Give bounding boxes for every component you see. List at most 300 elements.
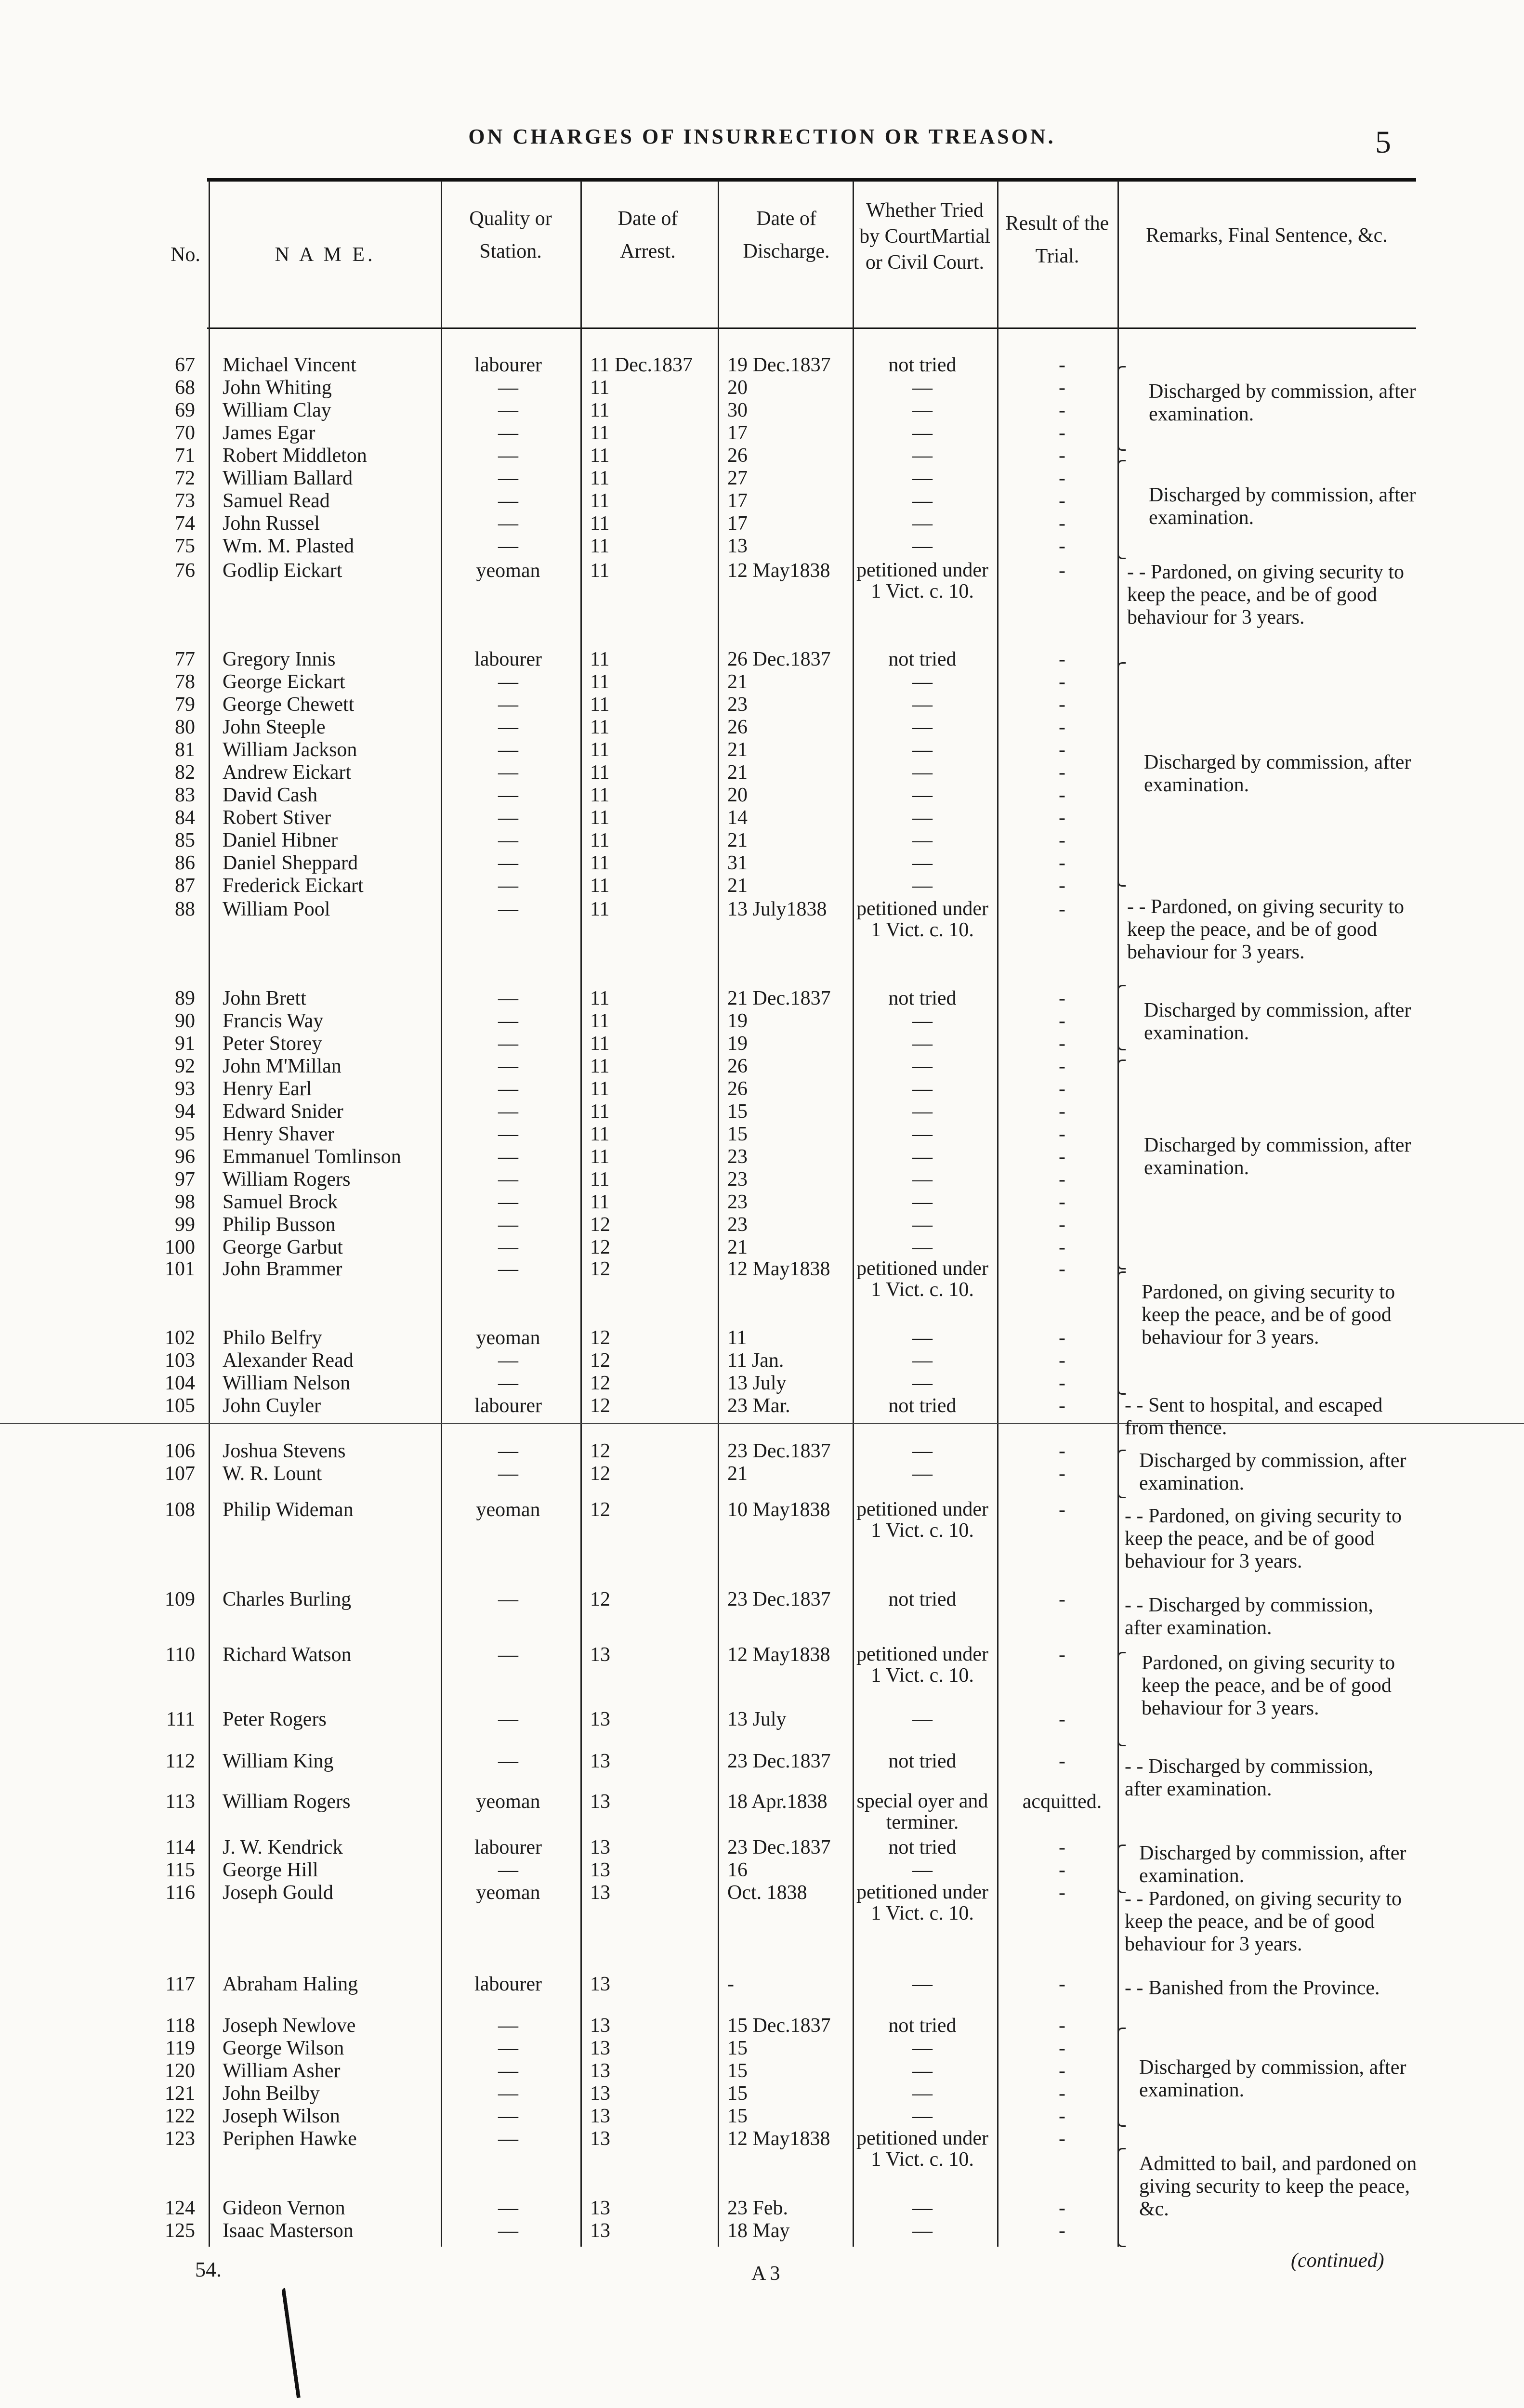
row-arrest: 11 [590, 648, 610, 670]
row-tried: — [912, 377, 933, 399]
header-result: Result of the Trial. [1005, 212, 1109, 267]
row-no: 87 [175, 875, 195, 897]
row-tried: not tried [888, 1750, 957, 1772]
row-no: 84 [175, 807, 195, 829]
row-result: - [1059, 875, 1065, 897]
footer-left: 54. [195, 2258, 222, 2281]
row-quality: — [498, 761, 518, 784]
row-quality: labourer [474, 1973, 542, 1995]
row-name: David Cash [223, 784, 318, 806]
row-result: - [1059, 807, 1065, 829]
row-arrest: 11 [590, 807, 610, 829]
row-tried: — [912, 1349, 933, 1372]
row-tried: — [912, 1859, 933, 1881]
row-quality: — [498, 671, 518, 693]
row-name: Andrew Eickart [223, 761, 352, 784]
row-quality: — [498, 2037, 518, 2059]
row-name: Daniel Sheppard [223, 852, 358, 874]
row-result: - [1059, 852, 1065, 874]
row-no: 100 [165, 1236, 195, 1258]
row-result: - [1059, 1463, 1065, 1485]
row-result: - [1059, 512, 1065, 535]
row-quality: — [498, 399, 518, 421]
row-discharge: 31 [727, 852, 748, 874]
row-name: W. R. Lount [223, 1463, 322, 1485]
row-discharge: 23 [727, 694, 748, 716]
row-name: William Clay [223, 399, 331, 421]
remark: Discharged by commission, after examination. [1139, 1842, 1406, 1887]
row-quality: — [498, 1123, 518, 1145]
row-result: - [1059, 1644, 1065, 1666]
row-result: - [1059, 1836, 1065, 1858]
remark: Admitted to bail, and pardoned on giving security to keep the peace, &c. [1139, 2153, 1417, 2220]
row-discharge: 23 Dec.1837 [727, 1836, 831, 1858]
row-discharge: 26 Dec.1837 [727, 648, 831, 670]
row-discharge: 12 May1838 [727, 560, 830, 582]
row-quality: — [498, 2082, 518, 2105]
row-no: 77 [175, 648, 195, 670]
row-result: acquitted. [1022, 1791, 1102, 1813]
row-discharge: 15 [727, 2082, 748, 2105]
column-divider [580, 181, 582, 2247]
row-no: 125 [165, 2220, 195, 2242]
remark: - - Pardoned, on giving security to keep the peace, and be of good behaviour for 3 years. [1127, 896, 1405, 963]
row-quality: labourer [474, 354, 542, 376]
row-no: 76 [175, 560, 195, 582]
row-result: - [1059, 1100, 1065, 1123]
row-quality: labourer [474, 648, 542, 670]
row-no: 116 [165, 1882, 195, 1904]
row-name: John M'Millan [223, 1055, 342, 1077]
row-quality: — [498, 1258, 518, 1280]
row-quality: — [498, 852, 518, 874]
row-arrest: 13 [590, 1973, 610, 1995]
row-discharge: 13 July1838 [727, 898, 827, 920]
row-tried: petitioned under 1 Vict. c. 10. [856, 1498, 989, 1542]
row-name: Joseph Wilson [223, 2105, 340, 2127]
row-arrest: 11 [590, 1010, 610, 1032]
row-discharge: 16 [727, 1859, 748, 1881]
row-discharge: 20 [727, 784, 748, 806]
row-tried: — [912, 2220, 933, 2242]
row-no: 79 [175, 694, 195, 716]
row-quality: — [498, 898, 518, 920]
row-result: - [1059, 2128, 1065, 2150]
row-quality: yeoman [476, 1327, 540, 1349]
header-arrest: Date of Arrest. [617, 208, 678, 262]
row-name: William Ballard [223, 467, 353, 489]
row-quality: — [498, 445, 518, 467]
row-discharge: 23 [727, 1191, 748, 1213]
row-arrest: 11 [590, 987, 610, 1009]
row-discharge: 19 [727, 1033, 748, 1055]
row-tried: — [912, 1191, 933, 1213]
row-discharge: 11 [727, 1327, 747, 1349]
row-tried: — [912, 784, 933, 806]
row-quality: — [498, 2220, 518, 2242]
row-arrest: 11 [590, 1168, 610, 1191]
row-arrest: 11 [590, 1100, 610, 1123]
row-result: - [1059, 671, 1065, 693]
row-name: William Asher [223, 2060, 341, 2082]
row-quality: — [498, 987, 518, 1009]
row-no: 115 [165, 1859, 195, 1881]
row-arrest: 11 [590, 761, 610, 784]
row-result: - [1059, 399, 1065, 421]
row-no: 118 [165, 2015, 195, 2037]
remark: - - Sent to hospital, and escaped from thence. [1125, 1394, 1383, 1439]
row-discharge: 13 July [727, 1372, 787, 1394]
remark: - - Discharged by commission, after examination. [1125, 1594, 1373, 1639]
row-discharge: Oct. 1838 [727, 1882, 807, 1904]
brace [1117, 662, 1126, 887]
row-no: 72 [175, 467, 195, 489]
row-arrest: 11 [590, 377, 610, 399]
row-no: 124 [165, 2197, 195, 2219]
remark: Discharged by commission, after examination. [1144, 999, 1411, 1044]
row-arrest: 13 [590, 1859, 610, 1881]
row-result: - [1059, 1236, 1065, 1258]
row-no: 120 [165, 2060, 195, 2082]
row-name: William King [223, 1750, 334, 1772]
row-arrest: 11 [590, 875, 610, 897]
row-quality: — [498, 1055, 518, 1077]
row-arrest: 11 [590, 399, 610, 421]
row-arrest: 11 [590, 490, 610, 512]
row-discharge: 23 [727, 1214, 748, 1236]
row-no: 93 [175, 1078, 195, 1100]
row-quality: yeoman [476, 1791, 540, 1813]
row-quality: — [498, 1146, 518, 1168]
row-result: - [1059, 1499, 1065, 1521]
row-result: - [1059, 1055, 1065, 1077]
row-name: George Garbut [223, 1236, 343, 1258]
row-arrest: 11 [590, 716, 610, 738]
row-result: - [1059, 1882, 1065, 1904]
row-name: J. W. Kendrick [223, 1836, 343, 1858]
row-no: 106 [165, 1440, 195, 1462]
brace [1117, 366, 1126, 451]
row-no: 105 [165, 1395, 195, 1417]
row-arrest: 12 [590, 1372, 610, 1394]
row-tried: — [912, 1078, 933, 1100]
row-no: 86 [175, 852, 195, 874]
row-discharge: 12 May1838 [727, 2128, 830, 2150]
row-name: Philo Belfry [223, 1327, 322, 1349]
row-result: - [1059, 2105, 1065, 2127]
row-arrest: 11 [590, 1146, 610, 1168]
row-arrest: 11 [590, 829, 610, 851]
row-name: Charles Burling [223, 1588, 352, 1610]
row-name: John Whiting [223, 377, 332, 399]
row-name: Joshua Stevens [223, 1440, 346, 1462]
row-quality: — [498, 1100, 518, 1123]
remark: Pardoned, on giving security to keep the peace, and be of good behaviour for 3 years. [1142, 1652, 1395, 1719]
top-rule [207, 178, 1416, 182]
row-tried: not tried [888, 1588, 957, 1610]
row-arrest: 12 [590, 1499, 610, 1521]
row-quality: — [498, 716, 518, 738]
signature-mark: A 3 [751, 2263, 780, 2285]
row-quality: — [498, 535, 518, 557]
row-tried: — [912, 2037, 933, 2059]
row-result: - [1059, 1750, 1065, 1772]
row-tried: — [912, 422, 933, 444]
row-name: Wm. M. Plasted [223, 535, 354, 557]
row-quality: — [498, 512, 518, 535]
row-tried: petitioned under 1 Vict. c. 10. [856, 2127, 989, 2171]
row-discharge: 21 [727, 1236, 748, 1258]
row-no: 102 [165, 1327, 195, 1349]
row-result: - [1059, 829, 1065, 851]
row-arrest: 11 [590, 467, 610, 489]
row-no: 113 [165, 1791, 195, 1813]
row-result: - [1059, 2015, 1065, 2037]
row-no: 89 [175, 987, 195, 1009]
row-quality: — [498, 875, 518, 897]
row-result: - [1059, 739, 1065, 761]
row-arrest: 11 [590, 560, 610, 582]
row-no: 123 [165, 2128, 195, 2150]
row-no: 121 [165, 2082, 195, 2105]
row-tried: — [912, 807, 933, 829]
row-no: 97 [175, 1168, 195, 1191]
row-tried: — [912, 2105, 933, 2127]
row-discharge: 11 Jan. [727, 1349, 784, 1372]
row-name: Richard Watson [223, 1644, 352, 1666]
row-result: - [1059, 987, 1065, 1009]
brace [1117, 1450, 1126, 1498]
row-quality: — [498, 1191, 518, 1213]
row-name: John Brammer [223, 1258, 342, 1280]
row-tried: — [912, 2082, 933, 2105]
column-divider [718, 181, 719, 2247]
row-arrest: 13 [590, 2015, 610, 2037]
row-arrest: 11 [590, 671, 610, 693]
row-result: - [1059, 445, 1065, 467]
row-name: Samuel Brock [223, 1191, 338, 1213]
row-arrest: 13 [590, 1836, 610, 1858]
row-result: - [1059, 560, 1065, 582]
row-discharge: 26 [727, 1078, 748, 1100]
row-arrest: 11 [590, 1033, 610, 1055]
row-arrest: 11 [590, 784, 610, 806]
row-discharge: 15 [727, 1100, 748, 1123]
row-no: 88 [175, 898, 195, 920]
row-name: John Beilby [223, 2082, 320, 2105]
remark: - - Pardoned, on giving security to keep the peace, and be of good behaviour for 3 years. [1125, 1505, 1402, 1572]
row-tried: not tried [888, 648, 957, 670]
row-discharge: 17 [727, 490, 748, 512]
header-quality: Quality or Station. [469, 208, 552, 262]
header-tried: Whether Tried by CourtMartial or Civil Court. [859, 199, 990, 274]
row-result: - [1059, 1440, 1065, 1462]
row-tried: — [912, 852, 933, 874]
row-name: Gideon Vernon [223, 2197, 345, 2219]
row-tried: — [912, 1214, 933, 1236]
row-quality: — [498, 1214, 518, 1236]
row-result: - [1059, 422, 1065, 444]
row-arrest: 13 [590, 2037, 610, 2059]
remark: Pardoned, on giving security to keep the peace, and be of good behaviour for 3 years. [1142, 1281, 1395, 1348]
row-tried: not tried [888, 1395, 957, 1417]
row-quality: — [498, 1463, 518, 1485]
row-no: 98 [175, 1191, 195, 1213]
row-discharge: 27 [727, 467, 748, 489]
ink-mark [281, 2288, 301, 2398]
row-no: 75 [175, 535, 195, 557]
row-arrest: 11 [590, 422, 610, 444]
row-discharge: 19 Dec.1837 [727, 354, 831, 376]
row-arrest: 11 [590, 694, 610, 716]
row-discharge: 15 Dec.1837 [727, 2015, 831, 2037]
row-name: Frederick Eickart [223, 875, 364, 897]
row-name: George Eickart [223, 671, 345, 693]
row-result: - [1059, 1973, 1065, 1995]
row-quality: — [498, 490, 518, 512]
row-no: 101 [165, 1258, 195, 1280]
row-result: - [1059, 898, 1065, 920]
row-tried: — [912, 1236, 933, 1258]
row-result: - [1059, 1372, 1065, 1394]
row-discharge: 21 [727, 761, 748, 784]
row-arrest: 12 [590, 1349, 610, 1372]
row-arrest: 11 [590, 535, 610, 557]
row-result: - [1059, 1010, 1065, 1032]
row-tried: — [912, 1327, 933, 1349]
row-tried: not tried [888, 354, 957, 376]
row-discharge: 23 Dec.1837 [727, 1588, 831, 1610]
row-discharge: 15 [727, 1123, 748, 1145]
row-name: Emmanuel Tomlinson [223, 1146, 401, 1168]
row-discharge: 26 [727, 1055, 748, 1077]
row-no: 74 [175, 512, 195, 535]
row-name: John Brett [223, 987, 306, 1009]
row-name: Peter Rogers [223, 1708, 327, 1730]
row-quality: — [498, 1010, 518, 1032]
row-quality: — [498, 807, 518, 829]
row-no: 112 [165, 1750, 195, 1772]
row-name: John Cuyler [223, 1395, 321, 1417]
row-quality: yeoman [476, 560, 540, 582]
remark: - - Pardoned, on giving security to keep the peace, and be of good behaviour for 3 years. [1125, 1888, 1402, 1955]
row-discharge: 30 [727, 399, 748, 421]
row-arrest: 12 [590, 1440, 610, 1462]
row-tried: — [912, 1100, 933, 1123]
row-quality: — [498, 2060, 518, 2082]
row-discharge: 23 [727, 1168, 748, 1191]
row-discharge: 10 May1838 [727, 1499, 830, 1521]
row-tried: — [912, 694, 933, 716]
row-tried: — [912, 1033, 933, 1055]
row-name: John Steeple [223, 716, 326, 738]
row-arrest: 13 [590, 1750, 610, 1772]
row-tried: — [912, 535, 933, 557]
row-result: - [1059, 1395, 1065, 1417]
row-no: 95 [175, 1123, 195, 1145]
row-arrest: 13 [590, 1644, 610, 1666]
row-arrest: 11 [590, 1191, 610, 1213]
row-result: - [1059, 1258, 1065, 1280]
row-tried: — [912, 761, 933, 784]
row-no: 114 [165, 1836, 195, 1858]
row-discharge: 17 [727, 512, 748, 535]
row-tried: petitioned under 1 Vict. c. 10. [856, 1643, 989, 1687]
row-discharge: 12 May1838 [727, 1258, 830, 1280]
row-arrest: 11 Dec.1837 [590, 354, 693, 376]
row-quality: — [498, 377, 518, 399]
row-result: - [1059, 1327, 1065, 1349]
row-discharge: 19 [727, 1010, 748, 1032]
row-arrest: 12 [590, 1395, 610, 1417]
row-tried: — [912, 1055, 933, 1077]
row-tried: — [912, 2197, 933, 2219]
row-name: George Hill [223, 1859, 318, 1881]
row-quality: — [498, 1349, 518, 1372]
row-discharge: 21 [727, 1463, 748, 1485]
brace [1117, 985, 1126, 1050]
row-name: William Rogers [223, 1168, 351, 1191]
row-name: Robert Middleton [223, 445, 367, 467]
row-name: Joseph Newlove [223, 2015, 356, 2037]
row-result: - [1059, 1033, 1065, 1055]
row-result: - [1059, 1588, 1065, 1610]
row-name: Philip Busson [223, 1214, 336, 1236]
row-discharge: 14 [727, 807, 748, 829]
row-quality: — [498, 1236, 518, 1258]
remark: Discharged by commission, after examination. [1149, 484, 1416, 529]
row-discharge: 21 [727, 829, 748, 851]
row-no: 111 [166, 1708, 195, 1730]
row-no: 94 [175, 1100, 195, 1123]
row-discharge: 21 [727, 671, 748, 693]
remark: - - Pardoned, on giving security to keep the peace, and be of good behaviour for 3 years. [1127, 561, 1405, 628]
row-no: 104 [165, 1372, 195, 1394]
remark: Discharged by commission, after examination. [1139, 2056, 1406, 2101]
row-no: 99 [175, 1214, 195, 1236]
row-tried: — [912, 875, 933, 897]
row-discharge: 18 Apr.1838 [727, 1791, 828, 1813]
row-arrest: 11 [590, 1055, 610, 1077]
column-divider [441, 181, 442, 2247]
row-quality: — [498, 694, 518, 716]
row-no: 68 [175, 377, 195, 399]
row-tried: not tried [888, 987, 957, 1009]
row-arrest: 12 [590, 1327, 610, 1349]
row-quality: yeoman [476, 1499, 540, 1521]
row-name: Michael Vincent [223, 354, 356, 376]
remark: Discharged by commission, after examination. [1144, 1134, 1411, 1179]
brace [1117, 1060, 1126, 1269]
row-no: 73 [175, 490, 195, 512]
row-name: William Pool [223, 898, 330, 920]
row-discharge: 23 [727, 1146, 748, 1168]
row-tried: — [912, 2060, 933, 2082]
row-quality: — [498, 2015, 518, 2037]
remark: Discharged by commission, after examination. [1144, 751, 1411, 796]
header-discharge: Date of Discharge. [743, 208, 830, 262]
row-quality: — [498, 2128, 518, 2150]
row-discharge: 23 Dec.1837 [727, 1440, 831, 1462]
row-result: - [1059, 1349, 1065, 1372]
row-name: Abraham Haling [223, 1973, 358, 1995]
row-tried: not tried [888, 1836, 957, 1858]
row-name: George Chewett [223, 694, 355, 716]
row-discharge: 20 [727, 377, 748, 399]
row-quality: — [498, 467, 518, 489]
row-arrest: 13 [590, 2128, 610, 2150]
remark: - - Discharged by commission, after examination. [1125, 1755, 1373, 1800]
